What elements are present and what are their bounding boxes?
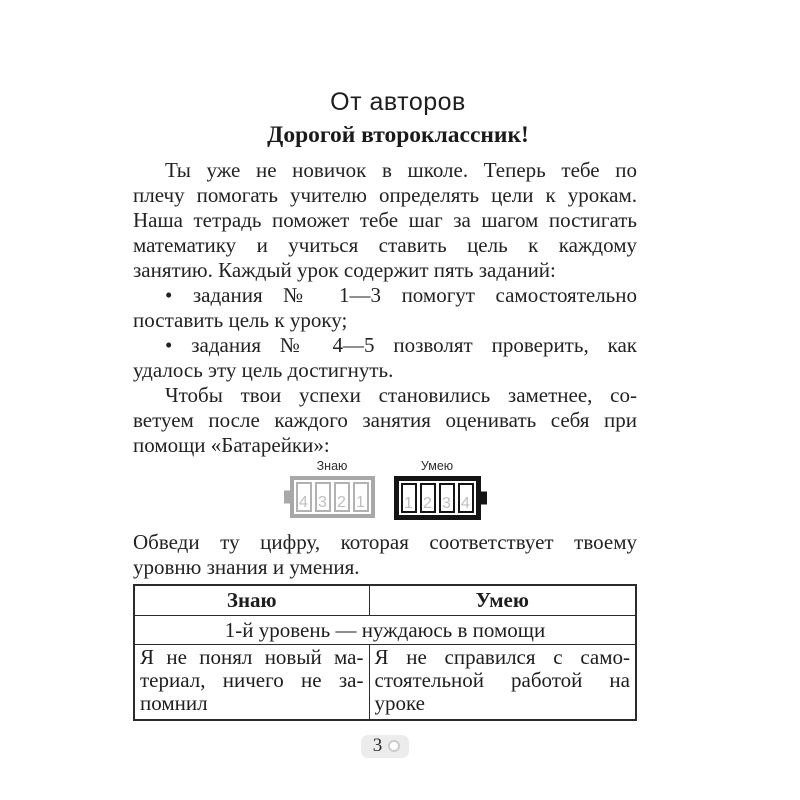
greeting-heading: Дорогой второклассник! bbox=[267, 122, 529, 148]
page-number: 3 bbox=[372, 735, 383, 756]
bullet-item-2 bbox=[133, 333, 637, 383]
battery-cell: 4 bbox=[296, 482, 312, 512]
page-dot-icon bbox=[388, 740, 400, 752]
level-caption-row bbox=[134, 616, 636, 645]
text-line: занятию. Каждый урок содержит пять заданий: bbox=[133, 258, 556, 282]
battery-terminal-icon bbox=[284, 491, 290, 504]
text-line: стоятельной работой на bbox=[374, 668, 630, 692]
can-description-cell bbox=[369, 645, 636, 721]
table-header-know: Знаю bbox=[134, 585, 369, 616]
intro-paragraph-2 bbox=[133, 383, 637, 458]
section-title: От авторов bbox=[330, 88, 466, 116]
table-header-row bbox=[134, 585, 636, 616]
text-line: уровню знания и умения. bbox=[133, 555, 360, 579]
text-line: ветуем после каждого занятия оценивать себя при bbox=[133, 408, 637, 432]
battery-cell: 2 bbox=[420, 483, 436, 513]
battery-know-body bbox=[290, 476, 375, 518]
instruction-paragraph bbox=[133, 530, 637, 580]
text-line: • задания № 4—5 позволят проверить, как bbox=[165, 333, 637, 357]
battery-cell: 3 bbox=[315, 482, 331, 512]
battery-know bbox=[290, 460, 375, 518]
levels-table bbox=[133, 584, 637, 721]
text-line: Ты уже не новичок в школе. Теперь тебе по bbox=[165, 158, 637, 182]
text-line: удалось эту цель достигнуть. bbox=[133, 358, 394, 382]
battery-can-body bbox=[394, 476, 481, 520]
bullet-item-1 bbox=[133, 283, 637, 333]
page-footer bbox=[133, 735, 637, 758]
battery-know-label: Знаю bbox=[316, 459, 348, 473]
intro-paragraph-1 bbox=[133, 158, 637, 283]
text-line: Чтобы твои успехи становились заметнее, со- bbox=[165, 383, 637, 407]
text-line: плечу помогать учителю определять цели к урокам. bbox=[133, 183, 637, 207]
battery-can-label: Умею bbox=[420, 459, 454, 473]
battery-cell: 4 bbox=[458, 483, 474, 513]
battery-cell: 1 bbox=[401, 483, 417, 513]
text-line: помощи «Батарейки»: bbox=[133, 433, 330, 457]
know-description-cell bbox=[134, 645, 369, 721]
page-column bbox=[133, 88, 637, 758]
table-row bbox=[134, 645, 636, 721]
text-line: Я не понял новый ма- bbox=[140, 645, 364, 669]
text-line: Я не справился с само- bbox=[374, 645, 630, 669]
text-line: математику и учиться ставить цель к каждому bbox=[133, 233, 637, 257]
text-line: Обведи ту цифру, которая соответствует твоему bbox=[133, 530, 637, 554]
battery-cell: 1 bbox=[353, 482, 369, 512]
battery-terminal-icon bbox=[481, 492, 487, 505]
level-caption: 1-й уровень — нуждаюсь в помощи bbox=[134, 616, 636, 645]
page-number-badge bbox=[361, 735, 410, 758]
battery-can bbox=[394, 460, 481, 520]
battery-cell: 2 bbox=[334, 482, 350, 512]
text-line: териал, ничего не за- bbox=[140, 668, 364, 692]
text-line: уроке bbox=[374, 691, 426, 715]
text-line: Наша тетрадь поможет тебе шаг за шагом постигать bbox=[133, 208, 637, 232]
battery-figure bbox=[133, 460, 637, 520]
text-line: поставить цель к уроку; bbox=[133, 308, 348, 332]
text-line: помнил bbox=[140, 691, 208, 715]
battery-cell: 3 bbox=[439, 483, 455, 513]
text-line: • задания № 1—3 помогут самостоятельно bbox=[165, 283, 637, 307]
intro-text bbox=[133, 158, 637, 458]
table-header-can: Умею bbox=[369, 585, 636, 616]
